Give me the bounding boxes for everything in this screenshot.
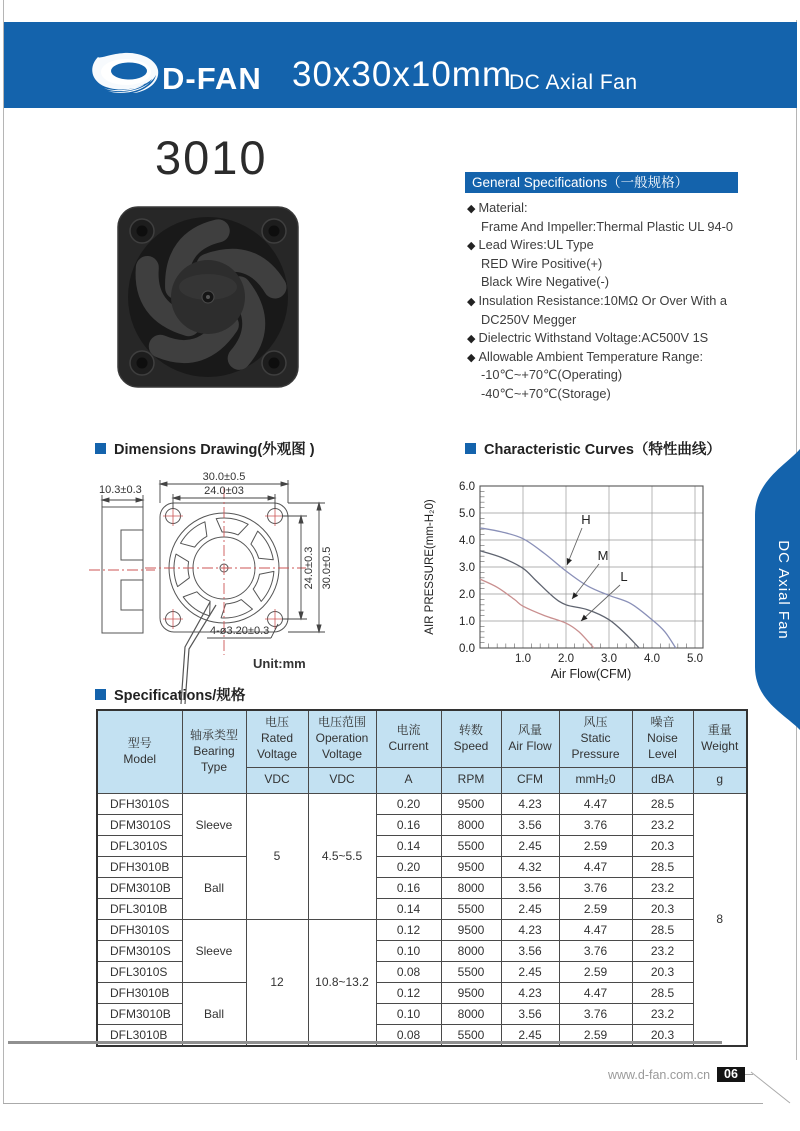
cell-airflow: 4.23 xyxy=(501,793,559,814)
cell-model: DFH3010B xyxy=(97,856,182,877)
page-border-bottom xyxy=(3,1103,763,1104)
dimensions-drawing xyxy=(85,462,405,708)
cell-current: 0.14 xyxy=(376,898,441,919)
footer-divider xyxy=(8,1041,722,1044)
y-tick-label: 3.0 xyxy=(459,562,475,574)
spec-item xyxy=(467,218,787,237)
x-tick-label: 4.0 xyxy=(644,653,660,665)
cell-airflow: 3.56 xyxy=(501,1003,559,1024)
curve-label-L: L xyxy=(620,569,628,584)
curves-title-label: Characteristic Curves（特性曲线） xyxy=(484,442,721,458)
unit-header: mmH₂0 xyxy=(559,767,632,793)
cell-speed: 9500 xyxy=(441,982,501,1003)
spec-item-text: RED Wire Positive(+) xyxy=(481,255,603,271)
cell-current: 0.08 xyxy=(376,1024,441,1046)
cell-speed: 9500 xyxy=(441,919,501,940)
unit-header: dBA xyxy=(632,767,693,793)
spec-item xyxy=(467,199,787,218)
col-header-model: 型号 Model xyxy=(97,710,182,793)
cell-static-pressure: 2.59 xyxy=(559,835,632,856)
cell-bearing-type: Ball xyxy=(182,856,246,919)
col-header-noise-level: 噪音 Noise Level xyxy=(632,710,693,767)
spec-item-text: Lead Wires:UL Type xyxy=(478,237,594,253)
cell-weight: 8 xyxy=(693,793,747,1046)
cell-noise: 28.5 xyxy=(632,982,693,1003)
cell-noise: 28.5 xyxy=(632,793,693,814)
cell-current: 0.16 xyxy=(376,877,441,898)
cell-bearing-type: Ball xyxy=(182,982,246,1046)
cell-current: 0.16 xyxy=(376,814,441,835)
spec-item-text: Allowable Ambient Temperature Range: xyxy=(478,348,704,364)
cell-noise: 20.3 xyxy=(632,1024,693,1046)
cell-noise: 28.5 xyxy=(632,856,693,877)
cell-noise: 23.2 xyxy=(632,1003,693,1024)
col-header-bearing-type: 轴承类型 Bearing Type xyxy=(182,710,246,793)
dim-height-right: 30.0±0.5 xyxy=(321,546,333,590)
spec-item-text: Black Wire Negative(-) xyxy=(481,274,609,290)
cell-airflow: 2.45 xyxy=(501,1024,559,1046)
cell-current: 0.14 xyxy=(376,835,441,856)
cell-model: DFH3010S xyxy=(97,793,182,814)
dim-hole-pitch-right: 24.0±0.3 xyxy=(303,546,315,590)
col-header-current: 电流 Current xyxy=(376,710,441,767)
cell-model: DFL3010S xyxy=(97,835,182,856)
cell-airflow: 4.32 xyxy=(501,856,559,877)
general-specs-header: General Specifications（一般规格） xyxy=(465,172,738,193)
model-number: 3010 xyxy=(155,131,268,184)
brand-name: D-FAN xyxy=(162,61,262,96)
unit-header: CFM xyxy=(501,767,559,793)
col-header-rated-voltage: 电压 Rated Voltage xyxy=(246,710,308,767)
side-tab-label: DC Axial Fan xyxy=(775,540,792,640)
page-number-badge: 06 xyxy=(717,1067,745,1082)
cell-model: DFM3010B xyxy=(97,877,182,898)
dim-hole-callout: 4-ø3.20±0.3 xyxy=(210,625,270,637)
spec-item xyxy=(467,311,787,330)
cell-speed: 8000 xyxy=(441,814,501,835)
cell-speed: 8000 xyxy=(441,1003,501,1024)
cell-static-pressure: 4.47 xyxy=(559,982,632,1003)
fan-product-photo xyxy=(112,203,304,393)
spec-title-label: Specifications/规格 xyxy=(114,688,246,704)
cell-current: 0.08 xyxy=(376,961,441,982)
unit-header: RPM xyxy=(441,767,501,793)
cell-noise: 28.5 xyxy=(632,919,693,940)
spec-item xyxy=(467,348,787,367)
cell-noise: 23.2 xyxy=(632,877,693,898)
cell-current: 0.20 xyxy=(376,793,441,814)
side-tab xyxy=(750,443,800,733)
section-marker-icon xyxy=(95,443,106,454)
cell-static-pressure: 4.47 xyxy=(559,919,632,940)
cell-noise: 20.3 xyxy=(632,898,693,919)
table-row xyxy=(97,919,747,940)
col-header-air-flow: 风量 Air Flow xyxy=(501,710,559,767)
y-axis-title: AIR PRESSURE(mm-H₂0) xyxy=(424,499,436,635)
cell-airflow: 3.56 xyxy=(501,877,559,898)
table-row xyxy=(97,793,747,814)
table-row xyxy=(97,856,747,877)
y-tick-label: 1.0 xyxy=(459,616,475,628)
x-tick-label: 5.0 xyxy=(687,653,703,665)
lead-wires xyxy=(181,602,216,704)
cell-speed: 5500 xyxy=(441,835,501,856)
cell-noise: 23.2 xyxy=(632,814,693,835)
cell-current: 0.12 xyxy=(376,982,441,1003)
cell-airflow: 2.45 xyxy=(501,835,559,856)
dim-hole-pitch-top: 24.0±03 xyxy=(204,485,244,497)
cell-model: DFM3010S xyxy=(97,940,182,961)
cell-current: 0.12 xyxy=(376,919,441,940)
page-title-type: DC Axial Fan xyxy=(509,71,638,94)
col-header-operation-voltage: 电压范围 Operation Voltage xyxy=(308,710,376,767)
cell-model: DFL3010S xyxy=(97,961,182,982)
specifications-table xyxy=(96,709,748,1047)
cell-bearing-type: Sleeve xyxy=(182,919,246,982)
y-tick-label: 6.0 xyxy=(459,481,475,493)
cell-current: 0.10 xyxy=(376,1003,441,1024)
unit-header: VDC xyxy=(308,767,376,793)
table-row xyxy=(97,982,747,1003)
col-header-static-pressure: 风压 Static Pressure xyxy=(559,710,632,767)
spec-item xyxy=(467,329,787,348)
dim-width-top: 30.0±0.5 xyxy=(202,471,246,483)
spec-item xyxy=(467,385,787,404)
cell-rated-voltage: 12 xyxy=(246,919,308,1046)
cell-static-pressure: 2.59 xyxy=(559,1024,632,1046)
cell-static-pressure: 3.76 xyxy=(559,877,632,898)
dimensions-section-title xyxy=(95,438,315,459)
spec-item-text: Material: xyxy=(478,200,528,215)
unit-header: g xyxy=(693,767,747,793)
spec-item xyxy=(467,255,787,274)
cell-airflow: 4.23 xyxy=(501,919,559,940)
corner-diagonal xyxy=(750,1071,798,1105)
cell-speed: 9500 xyxy=(441,793,501,814)
spec-item xyxy=(467,292,787,311)
curve-L xyxy=(480,579,594,648)
cell-static-pressure: 2.59 xyxy=(559,898,632,919)
spec-item-text: Dielectric Withstand Voltage:AC500V 1S xyxy=(478,330,709,346)
unit-header: A xyxy=(376,767,441,793)
cell-model: DFM3010B xyxy=(97,1003,182,1024)
spec-item xyxy=(467,236,787,255)
cell-airflow: 4.23 xyxy=(501,982,559,1003)
unit-header: VDC xyxy=(246,767,308,793)
cell-model: DFL3010B xyxy=(97,898,182,919)
spec-item-text: DC250V Megger xyxy=(481,311,577,327)
dfan-logo-icon xyxy=(88,51,160,93)
cell-static-pressure: 3.76 xyxy=(559,814,632,835)
characteristic-curves-chart xyxy=(420,462,720,684)
cell-model: DFM3010S xyxy=(97,814,182,835)
y-tick-label: 5.0 xyxy=(459,508,475,520)
cell-speed: 9500 xyxy=(441,856,501,877)
curve-label-M: M xyxy=(597,548,609,563)
cell-airflow: 3.56 xyxy=(501,940,559,961)
cell-speed: 5500 xyxy=(441,961,501,982)
spec-item-text: Frame And Impeller:Thermal Plastic UL 94-0 xyxy=(481,218,734,234)
diamond-bullet-icon: ◆ xyxy=(467,240,476,253)
x-tick-label: 2.0 xyxy=(558,653,574,665)
cell-airflow: 2.45 xyxy=(501,961,559,982)
cell-operation-voltage: 4.5~5.5 xyxy=(308,793,376,919)
cell-static-pressure: 4.47 xyxy=(559,793,632,814)
header-banner xyxy=(4,22,797,108)
cell-speed: 8000 xyxy=(441,940,501,961)
section-marker-icon xyxy=(465,443,476,454)
general-specs-list xyxy=(467,199,787,404)
spec-item-text: -40℃~+70℃(Storage) xyxy=(481,385,611,401)
cell-airflow: 3.56 xyxy=(501,814,559,835)
curves-section-title xyxy=(465,438,721,459)
spec-item-text: Insulation Resistance:10MΩ Or Over With a xyxy=(478,292,728,308)
cell-speed: 5500 xyxy=(441,898,501,919)
x-axis-title: Air Flow(CFM) xyxy=(550,667,632,681)
spec-item-text: -10℃~+70℃(Operating) xyxy=(481,367,623,383)
curve-H xyxy=(480,528,676,648)
x-tick-label: 1.0 xyxy=(515,653,531,665)
cell-speed: 8000 xyxy=(441,877,501,898)
cell-current: 0.10 xyxy=(376,940,441,961)
page-border-left xyxy=(3,0,4,1104)
cell-model: DFL3010B xyxy=(97,1024,182,1046)
spec-item xyxy=(467,273,787,292)
cell-noise: 20.3 xyxy=(632,835,693,856)
dimensions-title-label: Dimensions Drawing(外观图 ) xyxy=(114,442,315,458)
cell-rated-voltage: 5 xyxy=(246,793,308,919)
diamond-bullet-icon: ◆ xyxy=(467,333,476,346)
website-link[interactable]: www.d-fan.com.cn xyxy=(608,1068,711,1082)
unit-label: Unit:mm xyxy=(253,656,306,671)
cell-static-pressure: 3.76 xyxy=(559,940,632,961)
x-tick-label: 3.0 xyxy=(601,653,617,665)
cell-bearing-type: Sleeve xyxy=(182,793,246,856)
cell-model: DFH3010B xyxy=(97,982,182,1003)
spec-item xyxy=(467,366,787,385)
col-header-weight: 重量 Weight xyxy=(693,710,747,767)
cell-model: DFH3010S xyxy=(97,919,182,940)
y-tick-label: 0.0 xyxy=(459,643,475,655)
cell-static-pressure: 3.76 xyxy=(559,1003,632,1024)
cell-noise: 23.2 xyxy=(632,940,693,961)
page-title-size: 30x30x10mm xyxy=(292,55,513,94)
dim-side-thickness: 10.3±0.3 xyxy=(99,484,142,496)
col-header-speed: 转数 Speed xyxy=(441,710,501,767)
y-tick-label: 4.0 xyxy=(459,535,475,547)
cell-operation-voltage: 10.8~13.2 xyxy=(308,919,376,1046)
cell-static-pressure: 2.59 xyxy=(559,961,632,982)
diamond-bullet-icon: ◆ xyxy=(467,203,476,215)
cell-static-pressure: 4.47 xyxy=(559,856,632,877)
diamond-bullet-icon: ◆ xyxy=(467,295,476,308)
cell-current: 0.20 xyxy=(376,856,441,877)
y-tick-label: 2.0 xyxy=(459,589,475,601)
cell-airflow: 2.45 xyxy=(501,898,559,919)
cell-speed: 5500 xyxy=(441,1024,501,1046)
cell-noise: 20.3 xyxy=(632,961,693,982)
curve-label-H: H xyxy=(581,512,591,527)
diamond-bullet-icon: ◆ xyxy=(467,351,476,364)
